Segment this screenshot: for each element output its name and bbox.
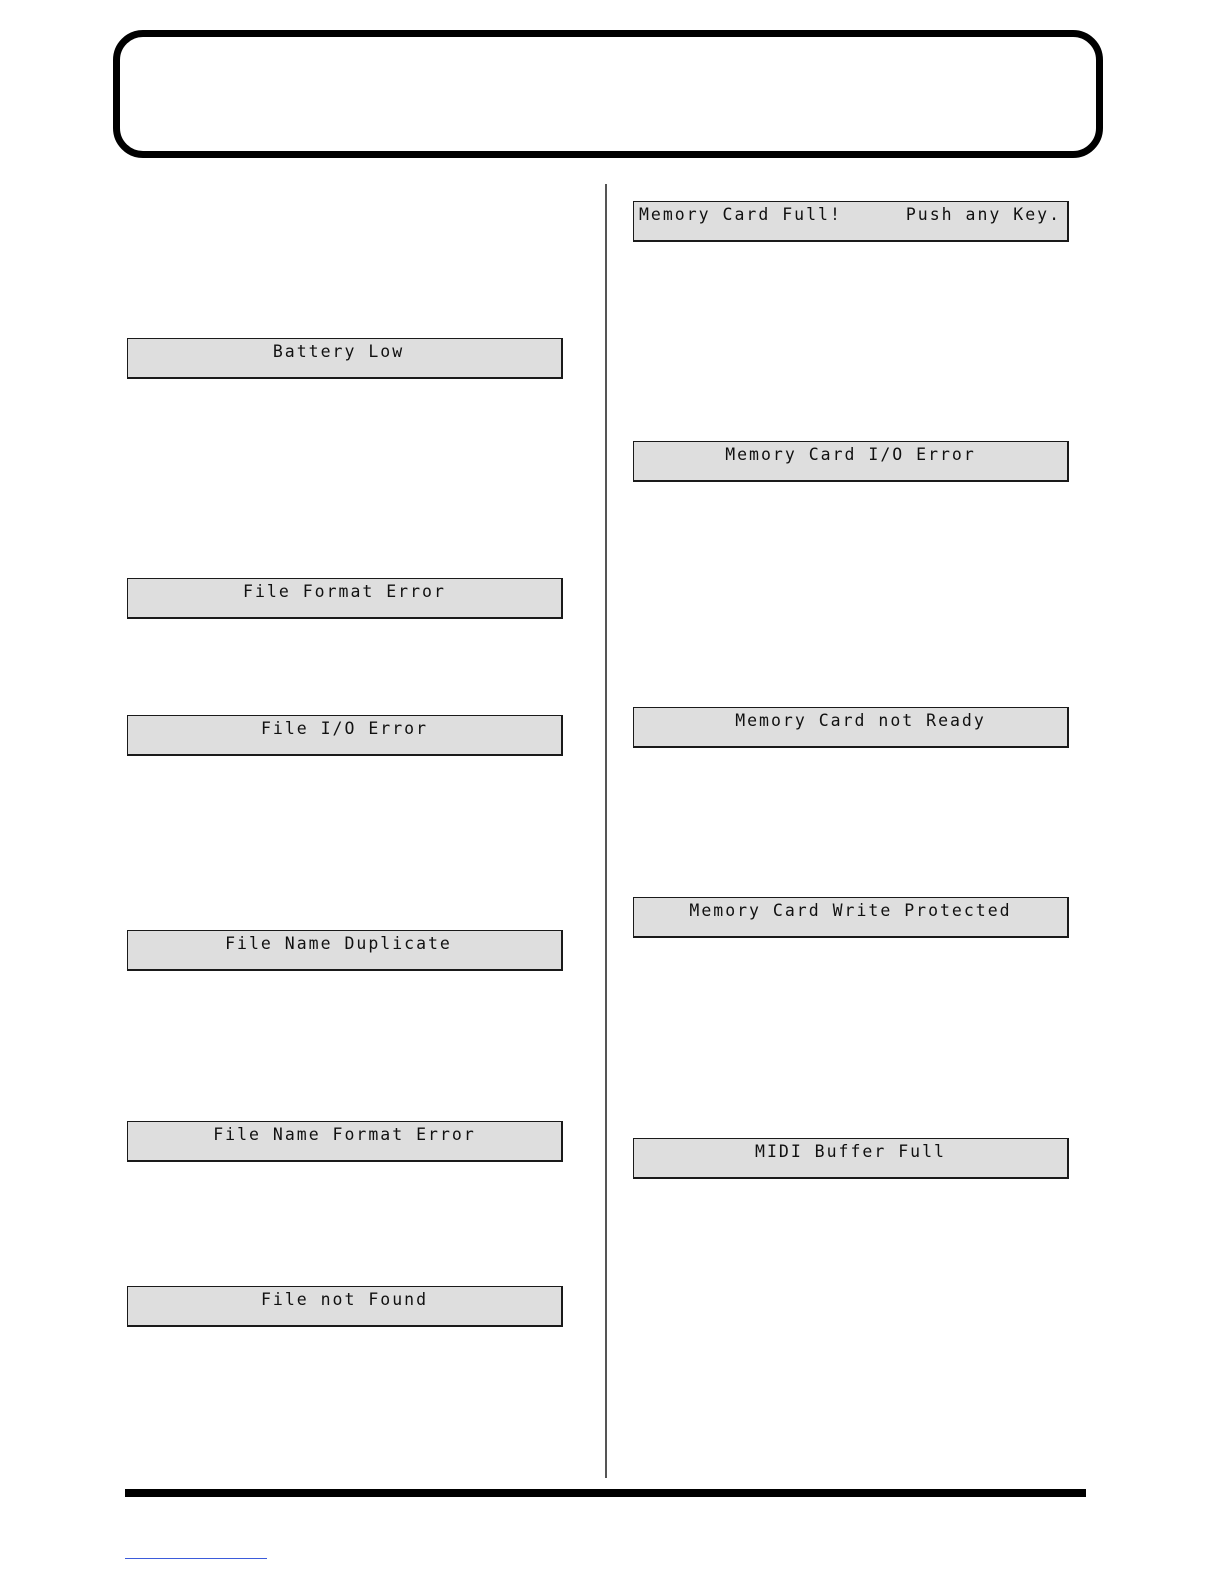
lcd-battery-low	[127, 338, 563, 379]
footer-rule	[125, 1489, 1086, 1497]
lcd-midi-buffer-full	[633, 1138, 1069, 1179]
lcd-file-name-format-error	[127, 1121, 563, 1162]
lcd-message: Memory Card I/O Error	[725, 445, 976, 464]
footer-link-underline	[125, 1558, 267, 1559]
chapter-title-frame	[113, 30, 1103, 158]
lcd-file-io-error	[127, 715, 563, 756]
lcd-file-name-duplicate	[127, 930, 563, 971]
lcd-memory-card-full	[633, 201, 1069, 242]
lcd-prompt: Push any Key.	[905, 205, 1061, 224]
lcd-message: Memory Card not Ready	[735, 711, 986, 730]
lcd-memory-card-write-protected	[633, 897, 1069, 938]
lcd-file-format-error	[127, 578, 563, 619]
lcd-memory-card-not-ready	[633, 707, 1069, 748]
lcd-memory-card-io-error	[633, 441, 1069, 482]
lcd-message: MIDI Buffer Full	[755, 1142, 946, 1161]
lcd-message: Battery Low	[272, 342, 405, 361]
lcd-message: Memory Card Full!	[639, 205, 842, 224]
column-divider	[605, 184, 607, 1478]
lcd-message: File I/O Error	[260, 719, 429, 738]
lcd-message: File Format Error	[243, 582, 446, 601]
lcd-message: Memory Card Write Protected	[689, 901, 1012, 920]
lcd-message: File Name Duplicate	[225, 934, 452, 953]
lcd-message: File Name Format Error	[213, 1125, 476, 1144]
lcd-file-not-found	[127, 1286, 563, 1327]
lcd-message: File not Found	[260, 1290, 429, 1309]
